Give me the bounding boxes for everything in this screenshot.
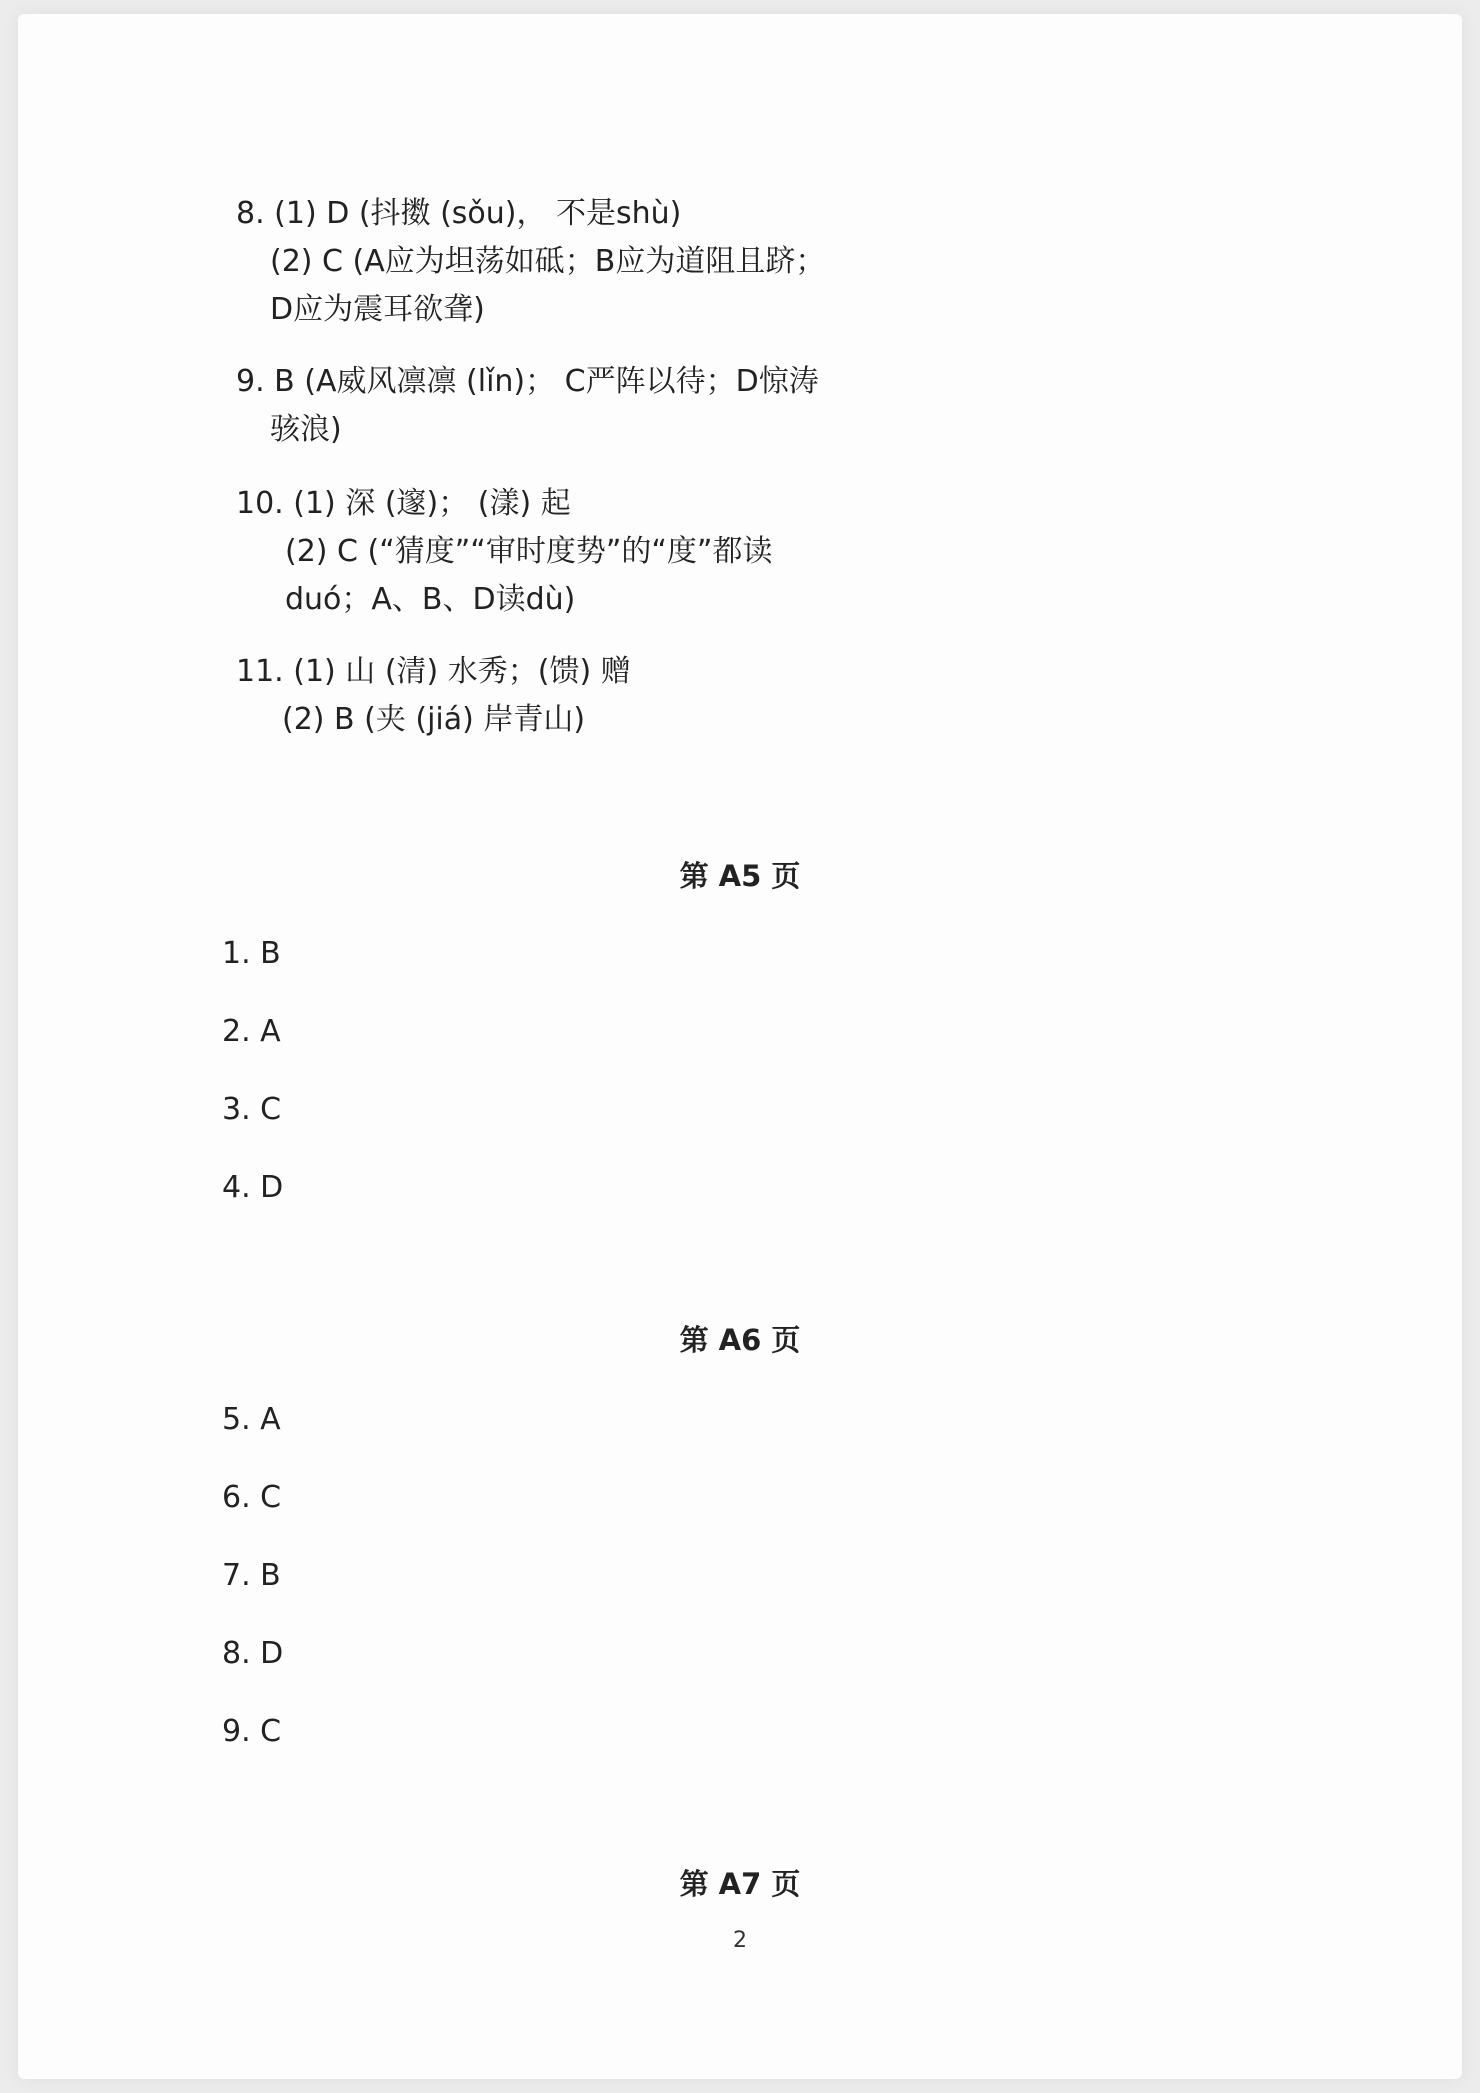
page-number: 2 bbox=[733, 1928, 747, 1953]
section-heading-a6: 第 A6 页 bbox=[679, 1323, 801, 1357]
answer-q10-line2: (2) C (“猜度”“审时度势”的“度”都读 bbox=[285, 534, 773, 569]
answer-q9-line1: 9. B (A威风凛凛 (lǐn)； C严阵以待；D惊涛 bbox=[236, 364, 819, 399]
answer-q10-line1: 10. (1) 深 (邃)； (漾) 起 bbox=[236, 486, 571, 521]
answer-a6-8: 8. D bbox=[222, 1636, 284, 1671]
answer-q10-line3: duó；A、B、D读dù) bbox=[285, 582, 576, 617]
answer-a5-4: 4. D bbox=[222, 1170, 284, 1205]
answer-q11-line1: 11. (1) 山 (清) 水秀；(馈) 赠 bbox=[236, 654, 631, 689]
answer-q8-line2: (2) C (A应为坦荡如砥；B应为道阻且跻； bbox=[270, 244, 826, 279]
answer-a6-5: 5. A bbox=[222, 1402, 281, 1437]
answer-a6-9: 9. C bbox=[222, 1714, 282, 1749]
answer-q11-line2: (2) B (夹 (jiá) 岸青山) bbox=[282, 702, 586, 737]
answer-q9-line2: 骇浪) bbox=[270, 412, 342, 447]
section-heading-a7: 第 A7 页 bbox=[679, 1867, 801, 1901]
answer-a6-6: 6. C bbox=[222, 1480, 282, 1515]
answer-a6-7: 7. B bbox=[222, 1558, 281, 1593]
answer-q8-line3: D应为震耳欲聋) bbox=[270, 292, 485, 327]
answer-q8-line1: 8. (1) D (抖擞 (sǒu)， 不是shù) bbox=[236, 196, 682, 231]
answer-a5-1: 1. B bbox=[222, 936, 281, 971]
answer-a5-2: 2. A bbox=[222, 1014, 281, 1049]
section-heading-a5: 第 A5 页 bbox=[679, 859, 801, 893]
answer-a5-3: 3. C bbox=[222, 1092, 282, 1127]
